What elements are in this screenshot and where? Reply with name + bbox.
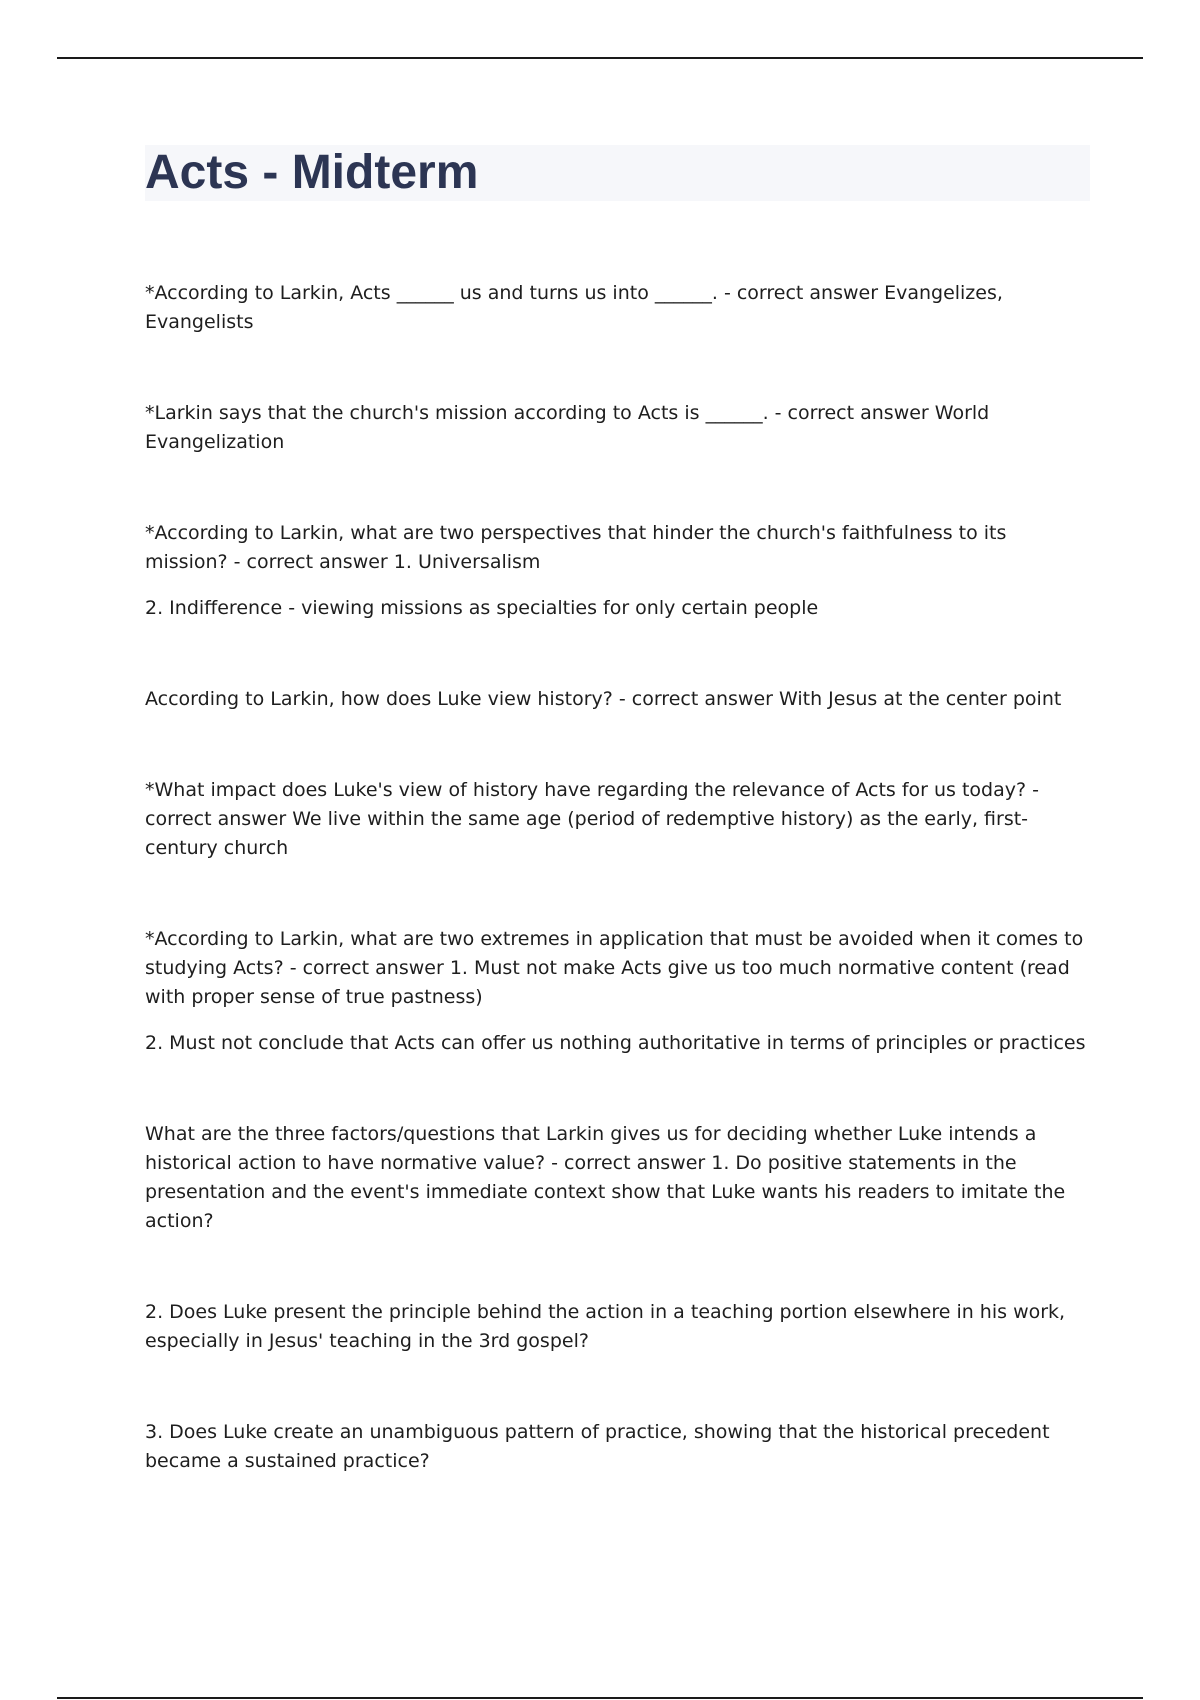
qa-item-3 [145,519,1090,623]
qa-item-4 [145,685,1090,714]
qa-item-6 [145,925,1090,1058]
qa-text: *According to Larkin, Acts ______ us and turns us into ______. - correct answer Evangelizes, Evangelists [145,282,1003,333]
qa-item-5 [145,776,1090,863]
qa-text: What are the three factors/questions that Larkin gives us for deciding whether Luke intends a historical action to have normative value? - correct answer 1. Do positive statements in the presentation and the event's immediate context show that Luke wants his readers to imitate the action? [145,1123,1066,1232]
qa-text: 2. Does Luke present the principle behind the action in a teaching portion elsewhere in his work, especially in Jesus' teaching in the 3rd gospel? [145,1301,1066,1352]
bottom-rule [57,1697,1143,1699]
qa-list [145,279,1090,1476]
qa-text: *According to Larkin, what are two perspectives that hinder the church's faithfulness to its mission? - correct answer 1. Universalism [145,522,1007,573]
title-bar [145,145,1090,201]
qa-item-7 [145,1120,1090,1236]
qa-text: According to Larkin, how does Luke view history? - correct answer With Jesus at the center point [145,688,1062,710]
qa-text: *According to Larkin, what are two extremes in application that must be avoided when it comes to studying Acts? - correct answer 1. Must not make Acts give us too much normative content (read with proper sense of true pastness) [145,928,1084,1008]
top-rule [57,57,1143,59]
qa-text-continued: 2. Must not conclude that Acts can offer us nothing authoritative in terms of principles or practices [145,1032,1086,1054]
qa-item-9 [145,1418,1090,1476]
qa-text: *What impact does Luke's view of history have regarding the relevance of Acts for us today? - correct answer We live within the same age (period of redemptive history) as the early, first-century church [145,779,1039,859]
document-page [145,145,1090,1476]
qa-item-2 [145,399,1090,457]
qa-text: *Larkin says that the church's mission according to Acts is ______. - correct answer World Evangelization [145,402,990,453]
qa-item-1 [145,279,1090,337]
qa-text: 3. Does Luke create an unambiguous pattern of practice, showing that the historical precedent became a sustained practice? [145,1421,1050,1472]
qa-text-continued: 2. Indifference - viewing missions as specialties for only certain people [145,597,819,619]
document-title: Acts - Midterm [145,146,479,199]
qa-item-8 [145,1298,1090,1356]
